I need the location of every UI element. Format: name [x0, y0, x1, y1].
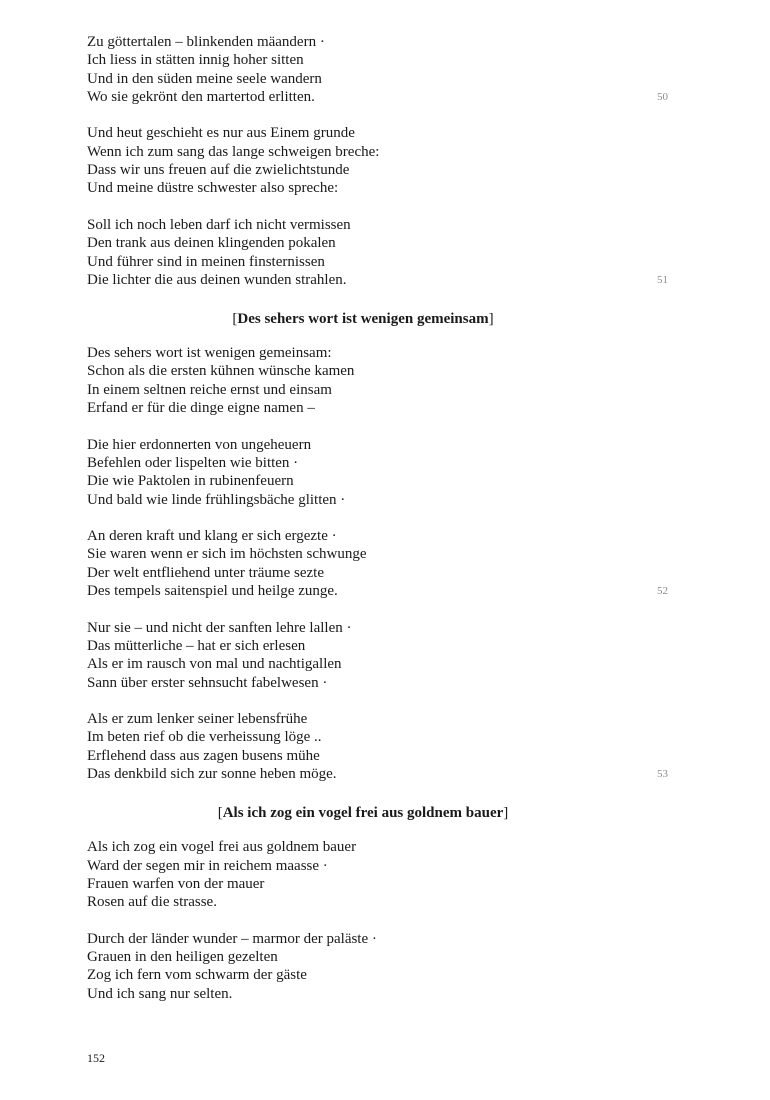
verse-line: Sann über erster sehnsucht fabelwesen · [87, 674, 328, 691]
title-bracket-close: ] [503, 805, 509, 822]
verse-line: Die hier erdonnerten von ungeheuern [87, 436, 312, 453]
verse-line: Nur sie – und nicht der sanften lehre lallen · [87, 619, 352, 636]
title-bracket-open: [ [217, 805, 223, 822]
margin-line-number: 50 [657, 90, 668, 103]
verse-line: Befehlen oder lispelten wie bitten · [87, 454, 299, 471]
verse-line: Des sehers wort ist wenigen gemeinsam: [87, 345, 332, 362]
verse-line: Zog ich fern vom schwarm der gäste [87, 967, 307, 984]
verse-line: An deren kraft und klang er sich ergezte · [87, 528, 337, 545]
verse-line: Und meine düstre schwester also spreche: [87, 180, 339, 197]
margin-line-number: 53 [657, 767, 668, 780]
poem-3 [87, 838, 687, 1003]
verse-line: Und bald wie linde frühlingsbäche glitten · [87, 491, 346, 508]
verse-text: Wo sie gekrönt den martertod erlitten. [87, 88, 315, 105]
verse-line: Sie waren wenn er sich im höchsten schwunge [87, 546, 367, 563]
verse-line: Als ich zog ein vogel frei aus goldnem bauer [87, 839, 357, 856]
stanza [87, 838, 687, 911]
verse-line: Zu göttertalen – blinkenden mäandern · [87, 34, 325, 50]
poem-2 [87, 344, 687, 783]
verse-line: Soll ich noch leben darf ich nicht vermissen [87, 216, 351, 233]
verse-line: Grauen in den heiligen gezelten [87, 949, 278, 966]
title-bracket-open: [ [232, 311, 238, 328]
stanza [87, 124, 687, 197]
verse-text: Das denkbild sich zur sonne heben möge. [87, 765, 337, 782]
verse-line: Im beten rief ob die verheissung löge .. [87, 729, 322, 746]
page-content [87, 33, 687, 1003]
verse-line: Und ich sang nur selten. [87, 985, 233, 1002]
stanza [87, 527, 687, 600]
verse-text: Des tempels saitenspiel und heilge zunge. [87, 583, 338, 600]
margin-line-number: 52 [657, 585, 668, 598]
verse-line: Rosen auf die strasse. [87, 894, 217, 911]
verse-line: In einem seltnen reiche ernst und einsam [87, 381, 332, 398]
stanza [87, 33, 687, 106]
stanza [87, 930, 687, 1003]
poem-2-title [87, 309, 639, 329]
verse-line: Und heut geschieht es nur aus Einem grunde [87, 125, 355, 142]
verse-line: Als er zum lenker seiner lebensfrühe [87, 711, 308, 728]
verse-line: Ward der segen mir in reichem maasse · [87, 857, 328, 874]
verse-line: Durch der länder wunder – marmor der paläste · [87, 930, 377, 947]
title-bracket-close: ] [488, 311, 494, 328]
verse-line: Und führer sind in meinen finsternissen [87, 253, 325, 270]
verse-line: Als er im rausch von mal und nachtigallen [87, 656, 342, 673]
margin-line-number: 51 [657, 273, 668, 286]
verse-line: Frauen warfen von der mauer [87, 875, 265, 892]
poem-title-text: Des sehers wort ist wenigen gemeinsam [237, 311, 489, 328]
stanza [87, 710, 687, 783]
stanza [87, 619, 687, 692]
verse-line: Den trank aus deinen klingenden pokalen [87, 235, 336, 252]
verse-line: Schon als die ersten kühnen wünsche kamen [87, 363, 355, 380]
verse-line [87, 88, 687, 106]
verse-line: Dass wir uns freuen auf die zwielichtstunde [87, 162, 350, 179]
verse-line: Erflehend dass aus zagen busens mühe [87, 747, 320, 764]
page-number: 152 [87, 1051, 105, 1065]
stanza [87, 344, 687, 417]
poem-title-text: Als ich zog ein vogel frei aus goldnem bauer [222, 805, 504, 822]
verse-line: Und in den süden meine seele wandern [87, 70, 322, 87]
verse-line [87, 765, 687, 783]
verse-text: Die lichter die aus deinen wunden strahlen. [87, 271, 347, 288]
verse-line [87, 582, 687, 600]
poem-3-title [87, 803, 639, 823]
verse-line: Die wie Paktolen in rubinenfeuern [87, 473, 294, 490]
verse-line [87, 271, 687, 289]
verse-line: Der welt entfliehend unter träume sezte [87, 564, 324, 581]
poem-1 [87, 33, 687, 289]
verse-line: Das mütterliche – hat er sich erlesen [87, 637, 306, 654]
verse-line: Wenn ich zum sang das lange schweigen breche: [87, 143, 380, 160]
verse-line: Ich liess in stätten innig hoher sitten [87, 52, 304, 69]
verse-line: Erfand er für die dinge eigne namen – [87, 400, 315, 417]
stanza [87, 216, 687, 289]
stanza [87, 436, 687, 509]
